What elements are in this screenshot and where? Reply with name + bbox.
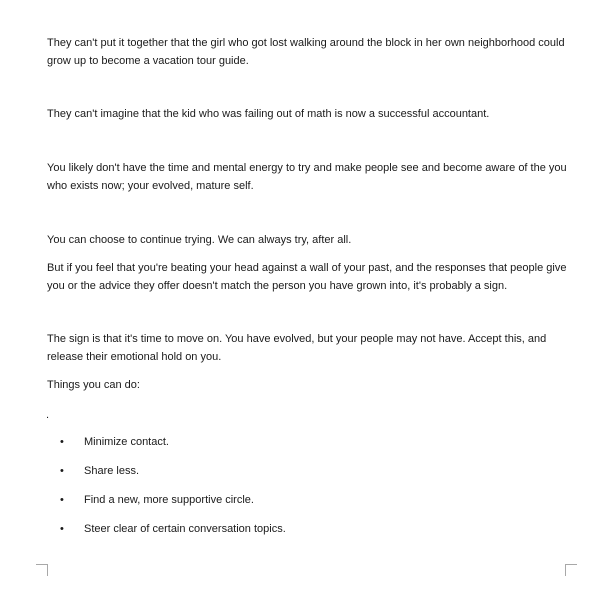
paragraph-wall-of-past: But if you feel that you're beating your head against a wall of your past, and the responses that people give you or the advice they offer doesn't match the person you have grown into, it's probably a sign. [47,262,567,292]
stray-period-mark: . [46,409,50,421]
paragraph-time-energy: You likely don't have the time and mental energy to try and make people see and become aware of the you who exists now; your evolved, mature self. [47,162,567,192]
paragraph-lost-girl: They can't put it together that the girl who got lost walking around the block in her own neighborhood could grow up to become a vacation tour guide. [47,37,565,67]
list-item-text: Find a new, more supportive circle. [84,494,254,506]
list-item-text: Minimize contact. [84,436,169,448]
paragraph-continue-trying: You can choose to continue trying. We can always try, after all. [47,234,352,246]
margin-corner-mark-left [36,564,48,576]
paragraph-move-on: The sign is that it's time to move on. You have evolved, but your people may not have. Accept this, and release their emotional hold on you. [47,333,547,363]
paragraph-things-you-can-do: Things you can do: [47,379,140,391]
paragraph-math-kid: They can't imagine that the kid who was failing out of math is now a successful accountant. [47,108,490,120]
list-item-text: Share less. [84,465,140,477]
bullet-icon: • [60,494,64,506]
bullet-icon: • [60,436,64,448]
margin-corner-mark-right [565,564,577,576]
bullet-icon: • [60,523,64,535]
bullet-icon: • [60,465,64,477]
list-item-text: Steer clear of certain conversation topics. [84,523,286,535]
